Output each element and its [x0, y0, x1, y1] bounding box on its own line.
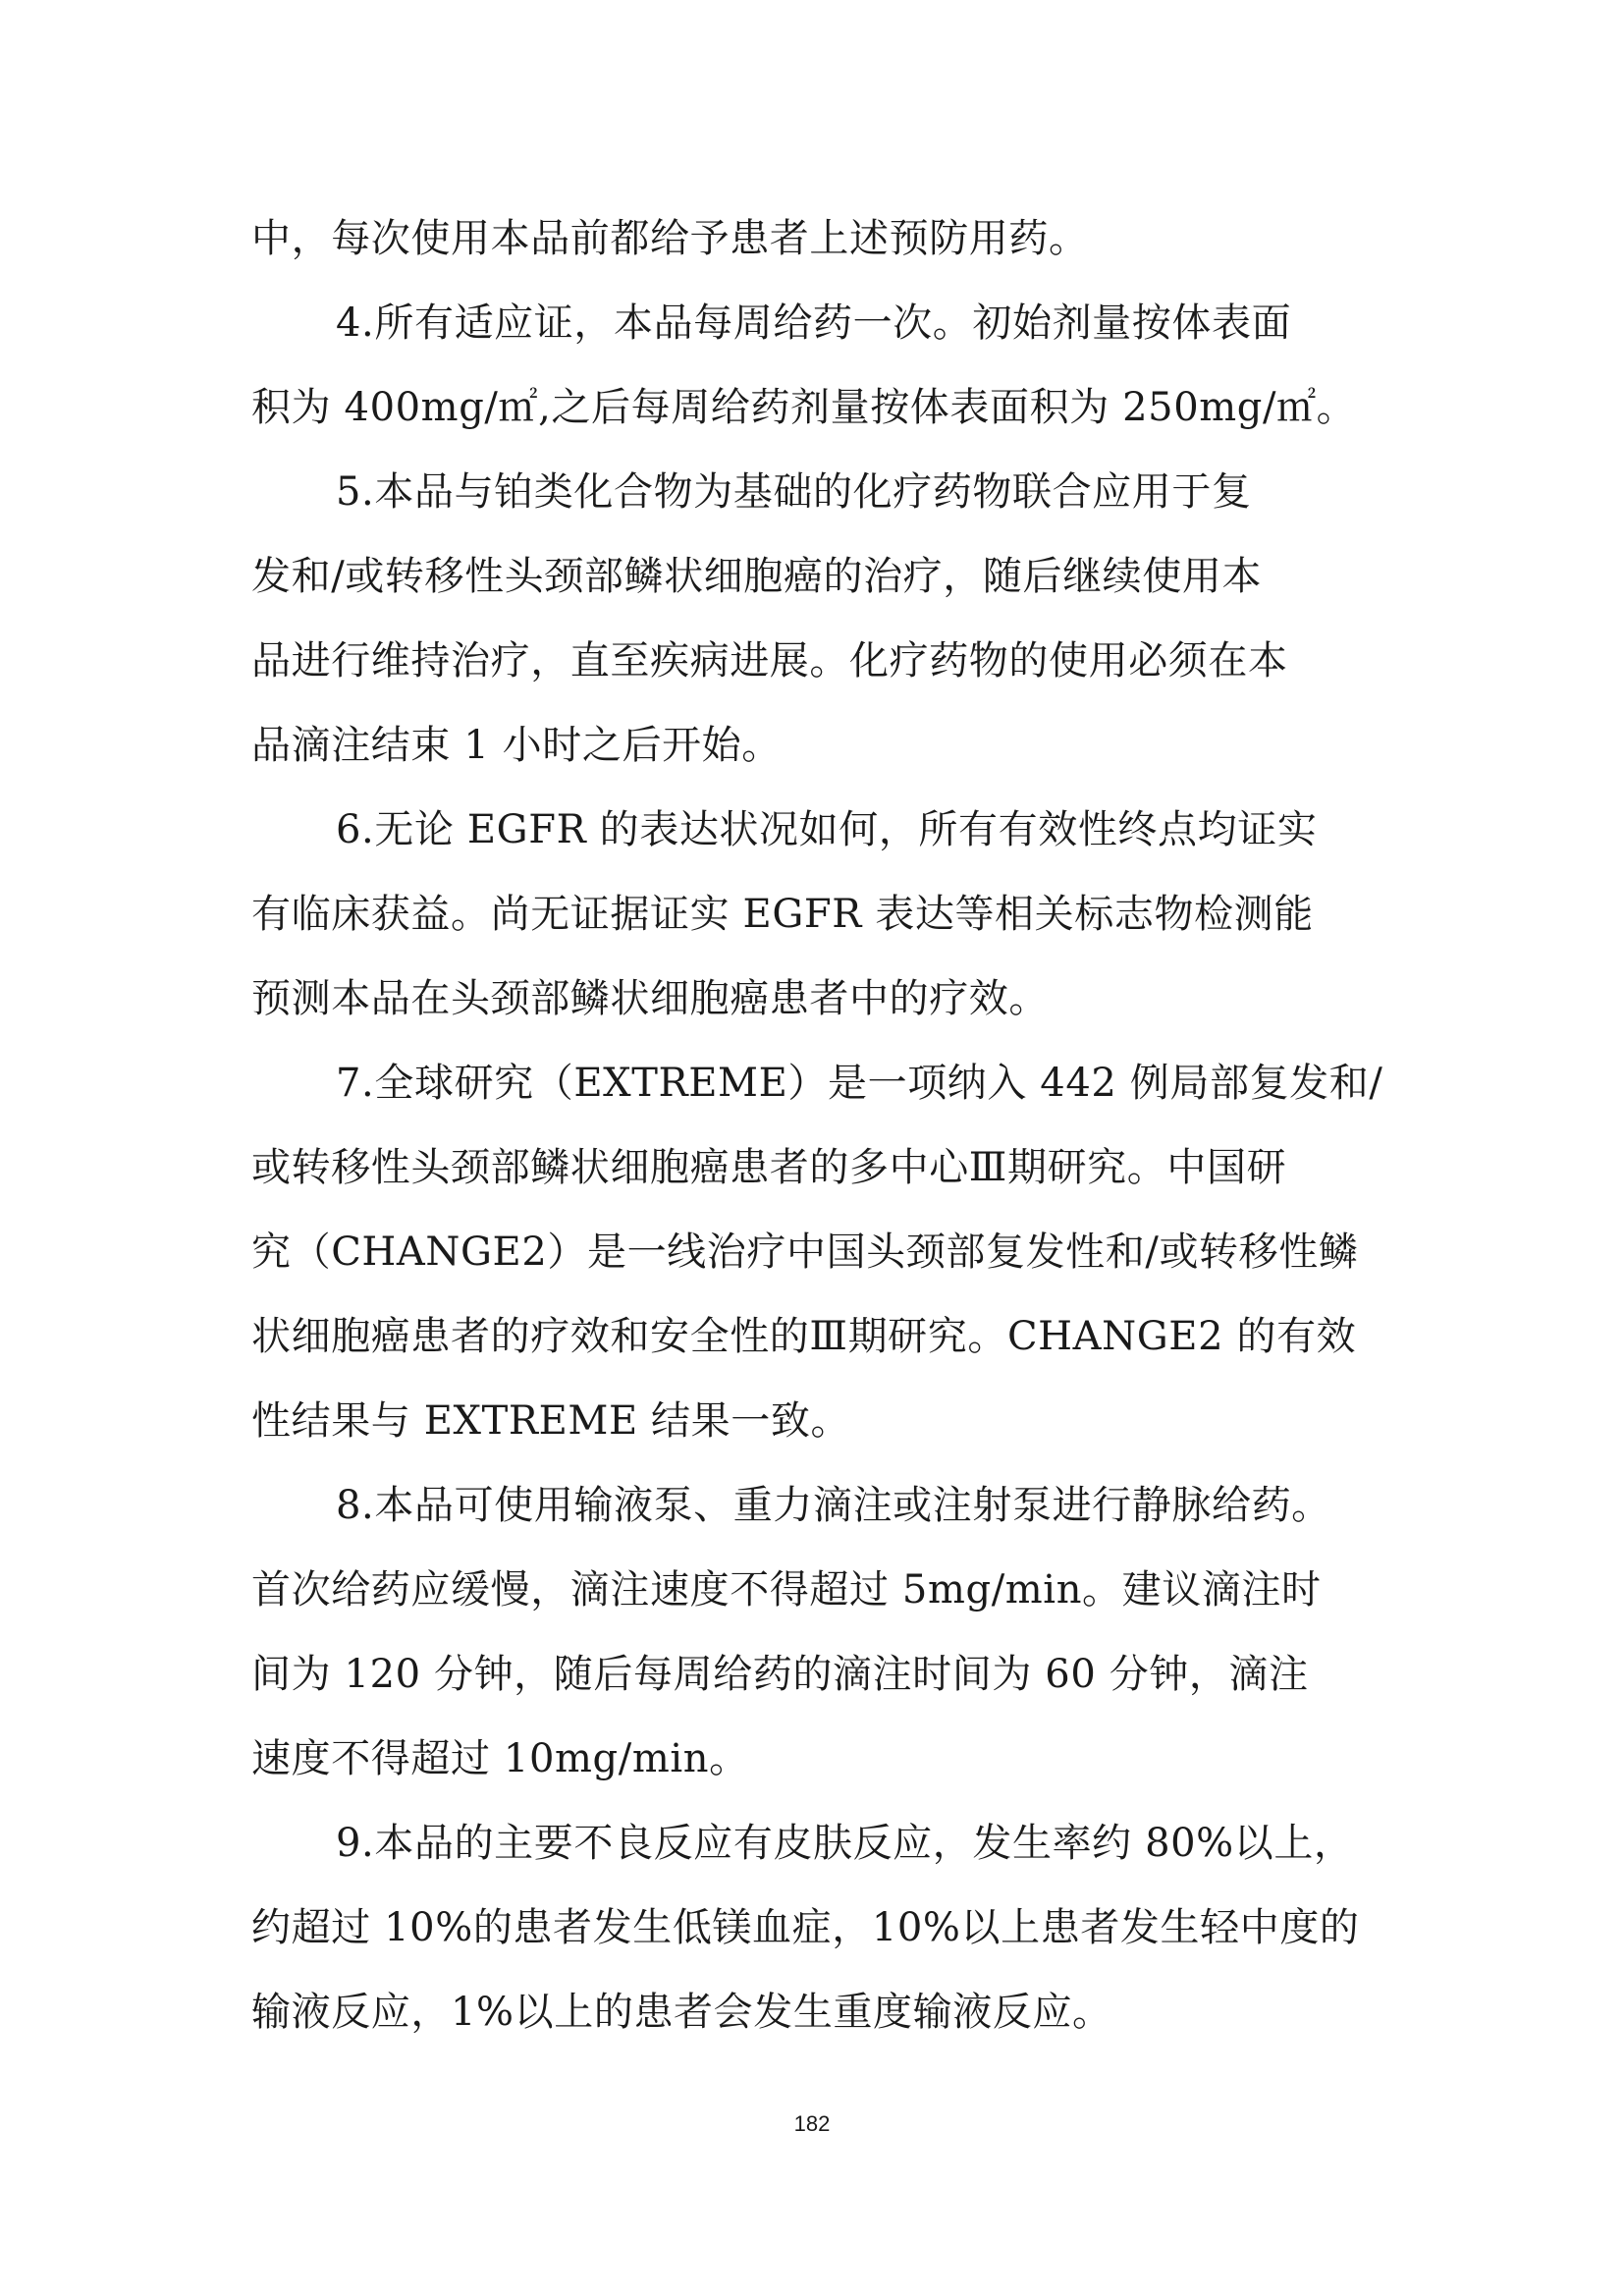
text-line: 约超过 10%的患者发生低镁血症，10%以上患者发生轻中度的 — [251, 1905, 1360, 1950]
text-line: 中，每次使用本品前都给予患者上述预防用药。 — [251, 216, 1089, 261]
text-line: 性结果与 EXTREME 结果一致。 — [251, 1398, 851, 1444]
page-number: 182 — [793, 2111, 831, 2136]
text-line: 5.本品与铂类化合物为基础的化疗药物联合应用于复 — [336, 469, 1252, 515]
text-line: 6.无论 EGFR 的表达状况如何，所有有效性终点均证实 — [336, 807, 1318, 852]
text-line: 4.所有适应证，本品每周给药一次。初始剂量按体表面 — [336, 301, 1292, 346]
text-line: 预测本品在头颈部鳞状细胞癌患者中的疗效。 — [251, 976, 1049, 1021]
text-line: 积为 400mg/㎡,之后每周给药剂量按体表面积为 250mg/㎡。 — [251, 385, 1357, 430]
text-line: 或转移性头颈部鳞状细胞癌患者的多中心Ⅲ期研究。中国研 — [251, 1145, 1287, 1190]
text-line: 输液反应，1%以上的患者会发生重度输液反应。 — [251, 1990, 1112, 2035]
text-line: 发和/或转移性头颈部鳞状细胞癌的治疗，随后继续使用本 — [251, 554, 1263, 599]
text-line: 品滴注结束 1 小时之后开始。 — [251, 723, 782, 768]
text-line: 速度不得超过 10mg/min。 — [251, 1736, 749, 1781]
text-line: 间为 120 分钟，随后每周给药的滴注时间为 60 分钟，滴注 — [251, 1652, 1309, 1697]
text-line: 首次给药应缓慢，滴注速度不得超过 5mg/min。建议滴注时 — [251, 1567, 1322, 1613]
text-line: 状细胞癌患者的疗效和安全性的Ⅲ期研究。CHANGE2 的有效 — [251, 1314, 1357, 1359]
text-line: 有临床获益。尚无证据证实 EGFR 表达等相关标志物检测能 — [251, 892, 1314, 937]
text-line: 9.本品的主要不良反应有皮肤反应，发生率约 80%以上， — [336, 1821, 1354, 1866]
text-line: 究（CHANGE2）是一线治疗中国头颈部复发性和/或转移性鳞 — [251, 1230, 1359, 1275]
text-line: 7.全球研究（EXTREME）是一项纳入 442 例局部复发和/ — [336, 1061, 1383, 1106]
text-line: 8.本品可使用输液泵、重力滴注或注射泵进行静脉给药。 — [336, 1483, 1331, 1528]
text-line: 品进行维持治疗，直至疾病进展。化疗药物的使用必须在本 — [251, 638, 1288, 683]
